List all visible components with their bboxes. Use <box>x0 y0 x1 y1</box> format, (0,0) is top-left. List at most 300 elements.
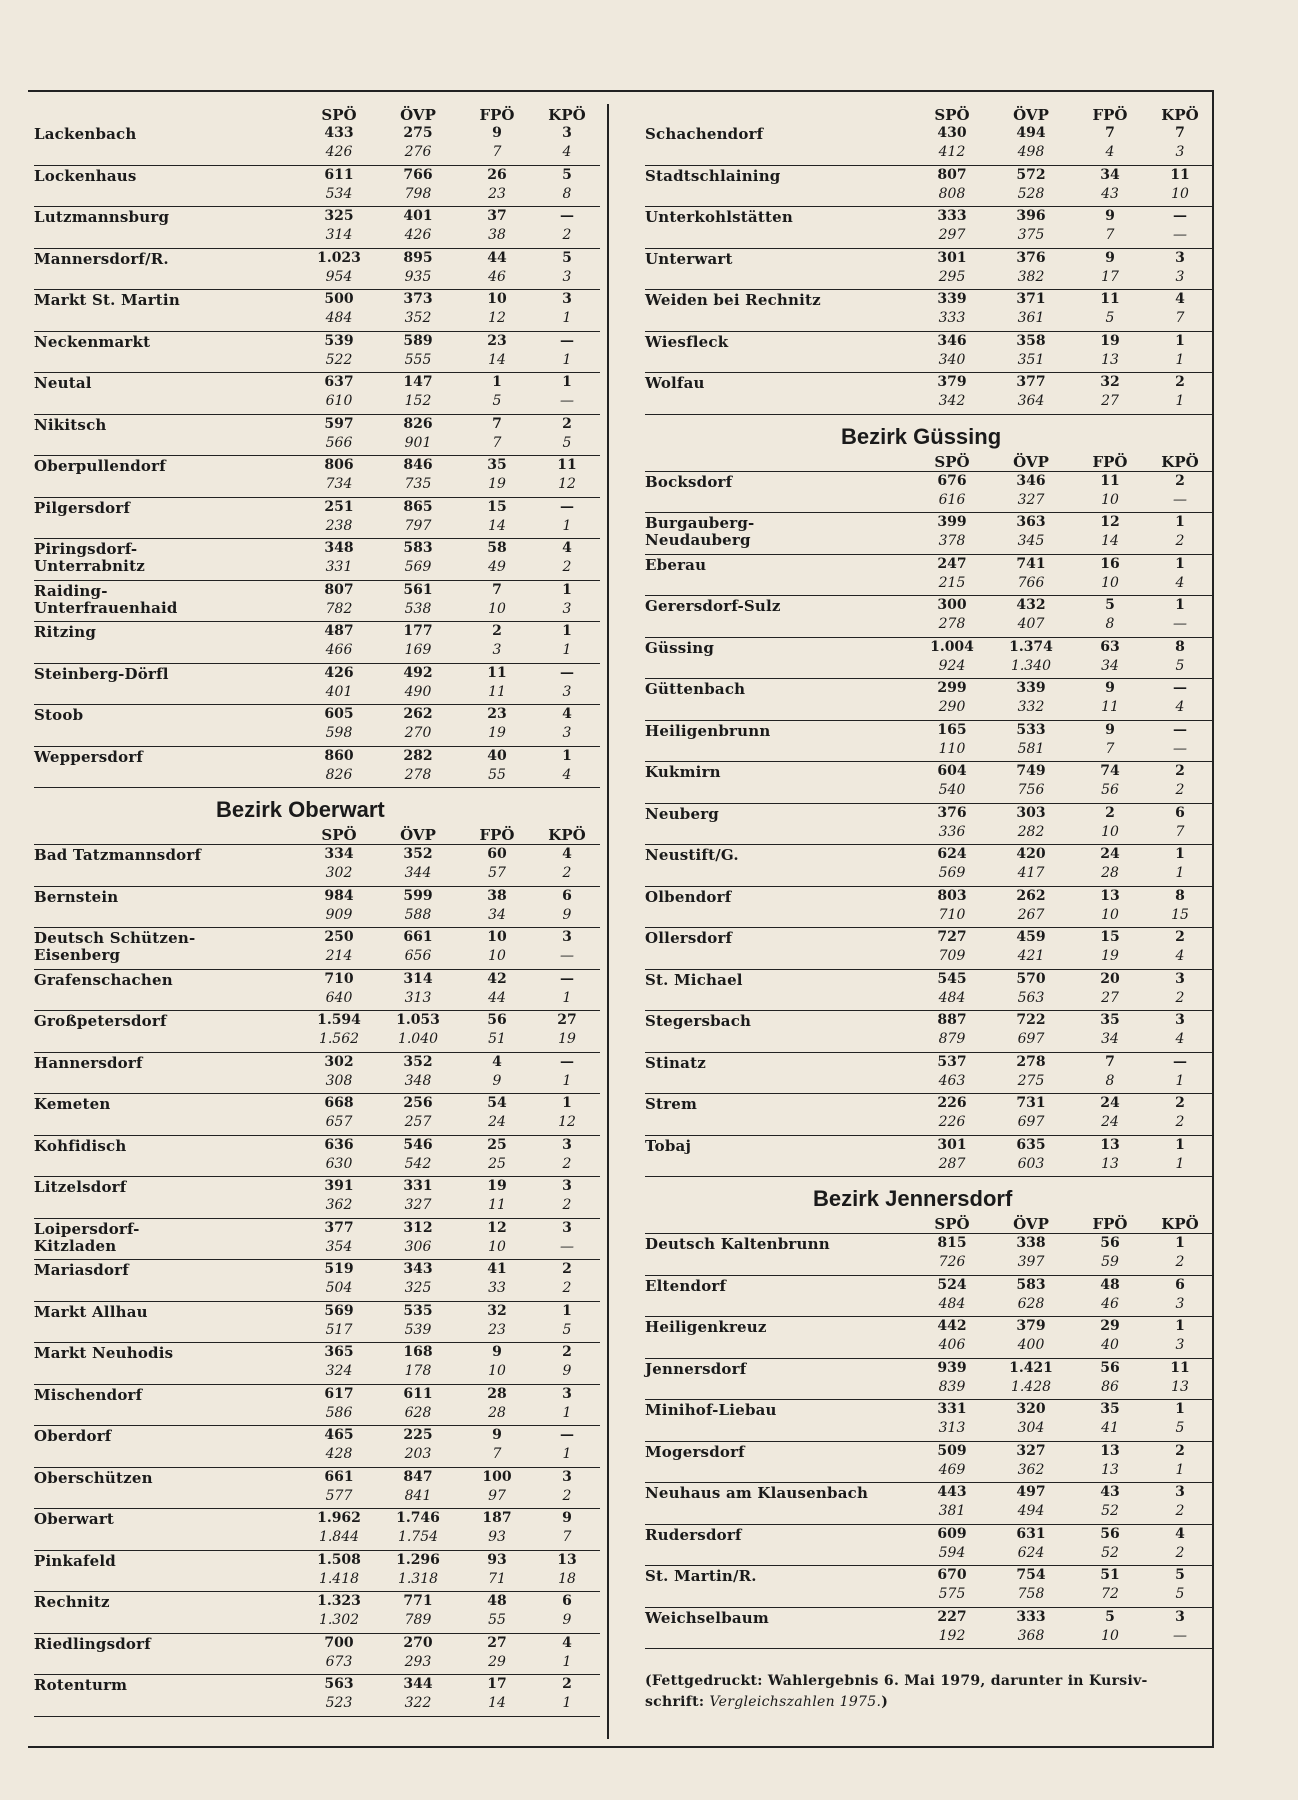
result-1979 <box>915 513 1213 532</box>
table-row <box>34 373 600 415</box>
spo-value: 826 <box>325 766 353 783</box>
spo-value: 710 <box>324 970 354 987</box>
ovp-value: 338 <box>1016 1235 1046 1251</box>
spo-value: 605 <box>324 706 354 722</box>
fpo-value: 10 <box>488 600 506 617</box>
section-title-jennersdorf: Bezirk Jennersdorf <box>813 1186 1013 1211</box>
header-spo: SPÖ <box>934 452 970 471</box>
ovp-value: 1.374 <box>1009 638 1053 655</box>
municipality-name: Lutzmannsburg <box>34 208 170 226</box>
ovp-value: 169 <box>404 642 432 658</box>
spo-value: 624 <box>937 846 967 862</box>
ovp-value: 278 <box>1016 1053 1046 1070</box>
kpo-value: 3 <box>562 929 572 945</box>
spo-value: 354 <box>325 1238 353 1255</box>
kpo-value: — <box>560 498 574 515</box>
fpo-value: 28 <box>487 1385 507 1402</box>
kpo-value: 2 <box>1175 929 1185 945</box>
table-row <box>645 1359 1213 1401</box>
result-1979 <box>302 373 600 392</box>
kpo-value: 8 <box>1175 887 1185 904</box>
result-1975 <box>302 1487 600 1506</box>
header-kpo: KPÖ <box>548 826 586 844</box>
result-1979 <box>915 928 1213 947</box>
spo-value: 362 <box>325 1197 353 1213</box>
result-1975 <box>302 1570 600 1589</box>
municipality-name: Heiligenbrunn <box>645 721 771 740</box>
fpo-value: 48 <box>487 1593 507 1609</box>
municipality-name: Stadtschlaining <box>645 166 781 185</box>
kpo-value: 1 <box>562 1695 572 1711</box>
ovp-value: 624 <box>1017 1544 1045 1561</box>
spo-value: 611 <box>324 166 354 183</box>
spo-value: 879 <box>938 1031 966 1047</box>
fpo-value: 13 <box>1101 1461 1119 1478</box>
kpo-value: 8 <box>1175 638 1185 655</box>
ovp-value: 603 <box>1017 1155 1045 1172</box>
fpo-value: 8 <box>1105 1072 1115 1089</box>
table-row <box>34 1592 600 1634</box>
table-row <box>645 638 1213 680</box>
ovp-value: 278 <box>404 766 432 783</box>
fpo-value: 9 <box>492 125 502 141</box>
kpo-value: 27 <box>557 1012 577 1028</box>
municipality-name: Olbendorf <box>645 887 732 906</box>
kpo-value: 2 <box>562 1487 572 1504</box>
kpo-value: 1 <box>562 989 572 1006</box>
kpo-value: 13 <box>1171 1378 1189 1395</box>
vote-values <box>302 207 600 248</box>
fpo-value: 93 <box>488 1529 506 1545</box>
fpo-value: 100 <box>482 1468 512 1485</box>
ovp-value: 333 <box>1016 1608 1046 1625</box>
kpo-value: 1 <box>1175 1136 1185 1153</box>
result-1975 <box>302 864 600 883</box>
result-1975 <box>915 864 1213 883</box>
spo-value: 377 <box>324 1219 354 1236</box>
fpo-value: 4 <box>1105 144 1115 160</box>
ovp-value: 490 <box>404 683 432 700</box>
header-fpo: FPÖ <box>1092 452 1128 471</box>
spo-value: 640 <box>325 989 353 1006</box>
spo-value: 378 <box>938 533 966 549</box>
fpo-value: 57 <box>488 865 506 881</box>
kpo-value: 3 <box>562 1178 572 1194</box>
oberwart-continued-table <box>645 124 1213 415</box>
ovp-value: 588 <box>404 906 432 923</box>
municipality-name: Gerersdorf-Sulz <box>645 597 781 615</box>
spo-value: 670 <box>937 1567 967 1583</box>
result-1975 <box>302 1445 600 1464</box>
kpo-value: 1 <box>562 1095 572 1111</box>
vote-values <box>302 539 600 580</box>
ovp-value: 628 <box>1017 1295 1045 1312</box>
ovp-value: 539 <box>404 1321 432 1338</box>
result-1979 <box>302 1634 600 1653</box>
ovp-value: 847 <box>403 1468 433 1485</box>
kpo-value: — <box>1173 740 1187 757</box>
ovp-value: 426 <box>404 227 432 243</box>
spo-value: 598 <box>325 725 353 741</box>
spo-value: 537 <box>937 1053 967 1070</box>
spo-value: 226 <box>937 1095 967 1111</box>
table-row <box>645 887 1213 929</box>
table-row <box>34 747 600 789</box>
vote-values <box>915 928 1213 969</box>
municipality-name: Mischendorf <box>34 1385 143 1404</box>
header-fpo: FPÖ <box>1092 1215 1128 1233</box>
ovp-value: 225 <box>403 1427 433 1443</box>
vote-values <box>915 721 1213 762</box>
municipality-name: Mannersdorf/R. <box>34 249 169 268</box>
spo-value: 577 <box>325 1487 353 1504</box>
spo-value: 1.844 <box>318 1529 360 1545</box>
ovp-value: 420 <box>1016 846 1046 862</box>
spo-value: 808 <box>938 185 966 202</box>
spo-value: 250 <box>324 929 354 945</box>
vote-values <box>302 1136 600 1177</box>
spo-value: 594 <box>938 1544 966 1561</box>
result-1979 <box>915 332 1213 351</box>
spo-value: 484 <box>938 1295 966 1312</box>
result-1979 <box>915 887 1213 906</box>
spo-value: 426 <box>324 664 354 681</box>
ovp-value: 756 <box>1017 782 1045 798</box>
ovp-value: 327 <box>404 1197 432 1213</box>
spo-value: 399 <box>937 514 967 530</box>
fpo-value: 13 <box>1101 1155 1119 1172</box>
ovp-value: 1.754 <box>397 1529 439 1545</box>
spo-value: 597 <box>324 415 354 432</box>
result-1975 <box>302 1030 600 1049</box>
result-1979 <box>302 622 600 641</box>
ovp-value: 313 <box>404 989 432 1006</box>
ovp-value: 276 <box>404 144 432 160</box>
ovp-value: 1.746 <box>396 1510 440 1526</box>
kpo-value: 1 <box>562 310 572 326</box>
result-1975 <box>302 1113 600 1132</box>
ovp-value: 352 <box>403 1053 433 1070</box>
result-1979 <box>915 596 1213 615</box>
ovp-value: 275 <box>403 125 433 141</box>
ovp-value: 401 <box>403 208 433 224</box>
ovp-value: 459 <box>1016 929 1046 945</box>
kpo-value: 10 <box>1171 185 1189 202</box>
vote-values <box>302 166 600 207</box>
kpo-value: 4 <box>1175 291 1185 307</box>
spo-value: 110 <box>938 740 966 757</box>
spo-value: 727 <box>937 929 967 945</box>
kpo-value: 3 <box>1175 249 1185 266</box>
fpo-value: 10 <box>487 929 507 945</box>
ovp-value: 421 <box>1017 948 1045 964</box>
table-row <box>645 928 1213 970</box>
table-row <box>34 970 600 1012</box>
kpo-value: 4 <box>562 766 572 783</box>
fpo-value: 15 <box>487 498 507 515</box>
municipality-name: Ollersdorf <box>645 929 733 947</box>
ovp-value: 368 <box>1017 1627 1045 1644</box>
kpo-value: 6 <box>1175 804 1185 821</box>
spo-value: 569 <box>324 1302 354 1319</box>
kpo-value: 3 <box>1175 1012 1185 1028</box>
ovp-value: 382 <box>1017 268 1045 285</box>
ovp-value: 363 <box>1016 514 1046 530</box>
municipality-name: Markt Allhau <box>34 1302 148 1321</box>
kpo-value: 4 <box>562 846 572 862</box>
kpo-value: 6 <box>562 1593 572 1609</box>
ovp-value: 327 <box>1017 491 1045 508</box>
fpo-value: 19 <box>1101 948 1119 964</box>
vote-values <box>302 1551 600 1592</box>
vote-values <box>302 1468 600 1509</box>
municipality-name: Unterwart <box>645 249 733 268</box>
ovp-value: 754 <box>1016 1567 1046 1583</box>
table-row <box>645 472 1213 514</box>
vote-values <box>302 332 600 373</box>
result-1975 <box>915 657 1213 676</box>
kpo-value: 1 <box>1175 865 1185 881</box>
ovp-value: 1.296 <box>396 1551 440 1568</box>
ovp-value: 257 <box>404 1114 432 1130</box>
fpo-value: 35 <box>1100 1401 1120 1417</box>
table-row <box>34 124 600 166</box>
result-1975 <box>302 1238 600 1257</box>
kpo-value: 1 <box>1175 1072 1185 1089</box>
kpo-value: 2 <box>1175 533 1185 549</box>
result-1975 <box>915 1072 1213 1091</box>
table-row <box>34 1675 600 1717</box>
result-1979 <box>915 1136 1213 1155</box>
ovp-value: 563 <box>1017 989 1045 1006</box>
fpo-value: 55 <box>488 766 506 783</box>
kpo-value: 2 <box>562 1280 572 1296</box>
result-1975 <box>302 558 600 577</box>
ovp-value: 789 <box>404 1612 432 1628</box>
result-1975 <box>915 1627 1213 1646</box>
ovp-value: 407 <box>1017 616 1045 632</box>
result-1975 <box>915 309 1213 328</box>
ovp-value: 322 <box>404 1695 432 1711</box>
spo-value: 238 <box>325 517 353 534</box>
fpo-value: 44 <box>488 989 506 1006</box>
ovp-value: 731 <box>1016 1095 1046 1111</box>
fpo-value: 34 <box>488 906 506 923</box>
fpo-value: 12 <box>1100 514 1120 530</box>
fpo-value: 3 <box>492 642 502 658</box>
municipality-name: Wolfau <box>645 374 705 392</box>
spo-value: 333 <box>938 310 966 326</box>
result-1979 <box>302 1011 600 1030</box>
result-1979 <box>302 1177 600 1196</box>
result-1975 <box>302 947 600 966</box>
spo-value: 325 <box>324 208 354 224</box>
fpo-value: 23 <box>488 1321 506 1338</box>
table-row <box>645 1276 1213 1318</box>
ovp-value: 377 <box>1016 374 1046 390</box>
fpo-value: 24 <box>1101 1114 1119 1130</box>
result-1979 <box>915 1566 1213 1585</box>
kpo-value: 4 <box>562 540 572 556</box>
result-1975 <box>302 1528 600 1547</box>
kpo-value: 1 <box>1175 1401 1185 1417</box>
vote-values <box>915 207 1213 248</box>
kpo-value: 1 <box>562 374 572 390</box>
kpo-value: 2 <box>1175 1095 1185 1111</box>
spo-value: 348 <box>324 540 354 556</box>
fpo-value: 23 <box>487 706 507 722</box>
fpo-value: 14 <box>488 351 506 368</box>
municipality-name: Weichselbaum <box>645 1608 769 1627</box>
fpo-value: 37 <box>487 208 507 224</box>
fpo-value: 43 <box>1100 1484 1120 1500</box>
spo-value: 636 <box>324 1136 354 1153</box>
kpo-value: 1 <box>1175 1235 1185 1251</box>
fpo-value: 5 <box>1105 597 1115 613</box>
spo-value: 984 <box>324 887 354 904</box>
table-row <box>645 1053 1213 1095</box>
municipality-name: Bocksdorf <box>645 472 733 491</box>
header-spo: SPÖ <box>321 826 357 844</box>
table-row <box>34 498 600 540</box>
fpo-value: 13 <box>1100 887 1120 904</box>
kpo-value: 4 <box>1175 699 1185 715</box>
spo-value: 657 <box>325 1114 353 1130</box>
fpo-value: 24 <box>1100 846 1120 862</box>
vote-values <box>915 1276 1213 1317</box>
kpo-value: 4 <box>1175 1525 1185 1542</box>
spo-value: 519 <box>324 1261 354 1277</box>
vote-values <box>302 373 600 414</box>
fpo-value: 35 <box>1100 1012 1120 1028</box>
fpo-value: 10 <box>487 291 507 307</box>
result-1979 <box>302 747 600 766</box>
kpo-value: — <box>1173 1627 1187 1644</box>
result-1975 <box>302 1279 600 1298</box>
municipality-name: Markt Neuhodis <box>34 1344 174 1362</box>
fpo-value: 10 <box>1101 1627 1119 1644</box>
vote-values <box>302 1343 600 1384</box>
ovp-value: 1.053 <box>396 1012 440 1028</box>
fpo-value: 97 <box>488 1487 506 1504</box>
vote-values <box>302 1675 600 1716</box>
ovp-value: 722 <box>1016 1012 1046 1028</box>
ovp-value: 533 <box>1016 721 1046 738</box>
vote-values <box>302 1053 600 1094</box>
fpo-value: 72 <box>1101 1586 1119 1602</box>
ovp-value: 270 <box>403 1634 433 1651</box>
kpo-value: 2 <box>562 559 572 575</box>
table-row <box>34 1302 600 1344</box>
kpo-value: 2 <box>562 865 572 881</box>
fpo-value: 34 <box>1100 166 1120 183</box>
ovp-value: 293 <box>404 1653 432 1670</box>
fpo-value: 40 <box>487 747 507 764</box>
result-1979 <box>302 1094 600 1113</box>
fpo-value: 71 <box>488 1570 506 1587</box>
vote-values <box>915 1483 1213 1524</box>
spo-value: 426 <box>325 144 353 160</box>
header-ovp: ÖVP <box>1013 452 1049 471</box>
table-row <box>34 332 600 374</box>
spo-value: 540 <box>938 782 966 798</box>
table-row <box>645 207 1213 249</box>
kpo-value: — <box>1173 616 1187 632</box>
result-1975 <box>302 1321 600 1340</box>
kpo-value: 1 <box>562 747 572 764</box>
ovp-value: 635 <box>1016 1136 1046 1153</box>
result-1979 <box>915 207 1213 226</box>
fpo-value: 9 <box>492 1427 502 1443</box>
table-row <box>645 679 1213 721</box>
municipality-name: Lockenhaus <box>34 166 137 185</box>
vote-values <box>302 705 600 746</box>
ovp-value: 364 <box>1017 393 1045 409</box>
spo-value: 340 <box>938 351 966 368</box>
fpo-value: 24 <box>1100 1095 1120 1111</box>
result-1979 <box>302 970 600 989</box>
ovp-value: 361 <box>1017 310 1045 326</box>
spo-value: 1.323 <box>317 1593 361 1609</box>
spo-value: 610 <box>325 393 353 409</box>
kpo-value: 7 <box>1175 310 1185 326</box>
result-1979 <box>915 1483 1213 1502</box>
fpo-value: 52 <box>1101 1544 1119 1561</box>
municipality-name: Heiligenkreuz <box>645 1318 767 1336</box>
spo-value: 215 <box>938 574 966 591</box>
spo-value: 302 <box>325 865 353 881</box>
ovp-value: 267 <box>1017 906 1045 923</box>
fpo-value: 7 <box>492 415 502 432</box>
table-row <box>34 249 600 291</box>
spo-value: 484 <box>325 310 353 326</box>
table-row <box>34 1343 600 1385</box>
vote-values <box>915 332 1213 373</box>
kpo-value: 1 <box>1175 514 1185 530</box>
fpo-value: 28 <box>1101 865 1119 881</box>
spo-value: 334 <box>324 846 354 862</box>
fpo-value: 43 <box>1101 185 1119 202</box>
spo-value: 887 <box>937 1012 967 1028</box>
kpo-value: 3 <box>562 291 572 307</box>
vote-values <box>915 1053 1213 1094</box>
result-1979 <box>302 1136 600 1155</box>
fpo-value: 38 <box>488 227 506 243</box>
vote-values <box>915 1359 1213 1400</box>
fpo-value: 41 <box>487 1261 507 1277</box>
municipality-name: Oberdorf <box>34 1427 112 1445</box>
fpo-value: 17 <box>487 1676 507 1692</box>
fpo-value: 9 <box>492 1072 502 1089</box>
spo-value: 522 <box>325 351 353 368</box>
fpo-value: 9 <box>1105 208 1115 224</box>
result-1975 <box>302 185 600 204</box>
result-1979 <box>302 456 600 475</box>
municipality-name: Neustift/G. <box>645 846 739 864</box>
fpo-value: 8 <box>1105 616 1115 632</box>
municipality-name: Neuhaus am Klausenbach <box>645 1484 869 1502</box>
fpo-value: 49 <box>488 559 506 575</box>
table-row <box>34 1551 600 1593</box>
municipality-name: Mariasdorf <box>34 1261 129 1279</box>
kpo-value: 3 <box>1175 1608 1185 1625</box>
fpo-value: 32 <box>1100 374 1120 390</box>
ovp-value: 332 <box>1017 699 1045 715</box>
ovp-value: 312 <box>403 1219 433 1236</box>
result-1975 <box>915 989 1213 1008</box>
fpo-value: 33 <box>488 1280 506 1296</box>
kpo-value: 4 <box>1175 574 1185 591</box>
